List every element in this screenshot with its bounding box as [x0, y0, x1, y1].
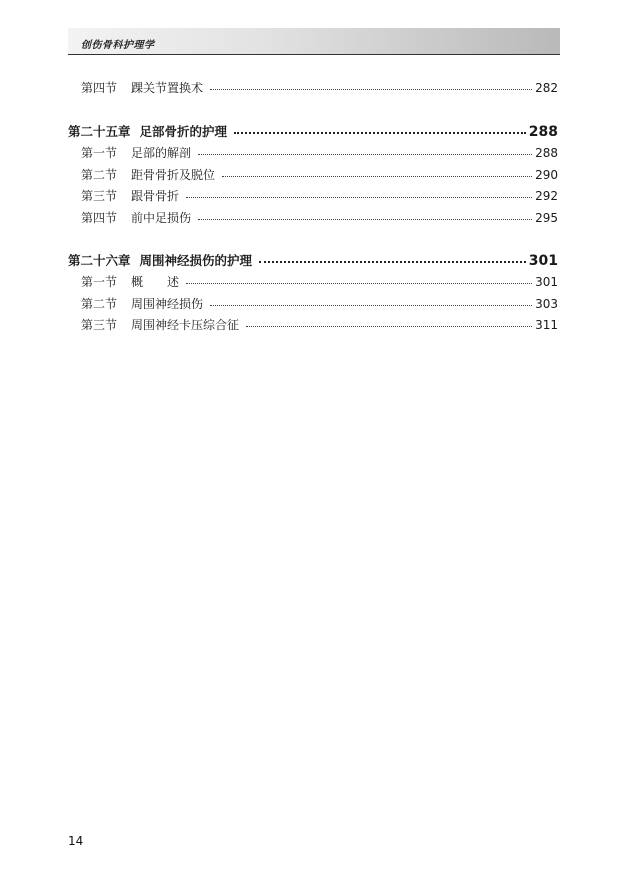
- section-title: 周围神经卡压综合征: [131, 318, 240, 332]
- section-page: 282: [535, 81, 558, 95]
- book-title: 创伤骨科护理学: [81, 40, 155, 51]
- section-number: 第一节: [81, 275, 118, 289]
- dot-leader: [210, 89, 532, 90]
- dot-leader: [259, 261, 526, 263]
- chapter-title: 周围神经损伤的护理: [139, 253, 253, 268]
- toc-section-row[interactable]: [81, 295, 558, 312]
- section-number: 第三节: [81, 318, 118, 332]
- running-header: [68, 28, 560, 55]
- section-number: 第三节: [81, 189, 118, 203]
- section-page: 292: [535, 189, 558, 203]
- toc-chapter-row[interactable]: [68, 251, 558, 269]
- toc-chapter-row[interactable]: [68, 122, 558, 140]
- chapter-number: 第二十五章: [68, 124, 131, 139]
- section-page: 311: [535, 318, 558, 332]
- dot-leader: [234, 132, 526, 134]
- dot-leader: [246, 326, 532, 327]
- section-title: 足部的解剖: [131, 146, 192, 160]
- toc-section-row[interactable]: [81, 144, 558, 161]
- dot-leader: [186, 283, 532, 284]
- section-number: 第二节: [81, 297, 118, 311]
- chapter-page: 301: [528, 253, 558, 269]
- dot-leader: [210, 305, 532, 306]
- section-title: 距骨骨折及脱位: [131, 168, 216, 182]
- section-title: 前中足损伤: [131, 211, 192, 225]
- toc-section-row[interactable]: [81, 166, 558, 183]
- dot-leader: [198, 154, 532, 155]
- section-title: 踝关节置换术: [131, 81, 204, 95]
- section-page: 288: [535, 146, 558, 160]
- chapter-number: 第二十六章: [68, 253, 131, 268]
- section-title: 概 述: [131, 275, 180, 289]
- page-number: 14: [68, 834, 84, 848]
- section-page: 301: [535, 275, 558, 289]
- section-number: 第四节: [81, 211, 118, 225]
- section-title: 周围神经损伤: [131, 297, 204, 311]
- chapter-page: 288: [528, 124, 558, 140]
- section-page: 303: [535, 297, 558, 311]
- section-number: 第二节: [81, 168, 118, 182]
- chapter-title: 足部骨折的护理: [139, 124, 228, 139]
- dot-leader: [186, 197, 532, 198]
- section-page: 295: [535, 211, 558, 225]
- section-number: 第四节: [81, 81, 118, 95]
- section-title: 跟骨骨折: [131, 189, 180, 203]
- dot-leader: [222, 176, 532, 177]
- toc-section-row[interactable]: [81, 79, 558, 96]
- section-page: 290: [535, 168, 558, 182]
- dot-leader: [198, 219, 532, 220]
- toc-section-row[interactable]: [81, 316, 558, 333]
- toc-section-row[interactable]: [81, 187, 558, 204]
- toc-section-row[interactable]: [81, 273, 558, 290]
- toc-section-row[interactable]: [81, 209, 558, 226]
- section-number: 第一节: [81, 146, 118, 160]
